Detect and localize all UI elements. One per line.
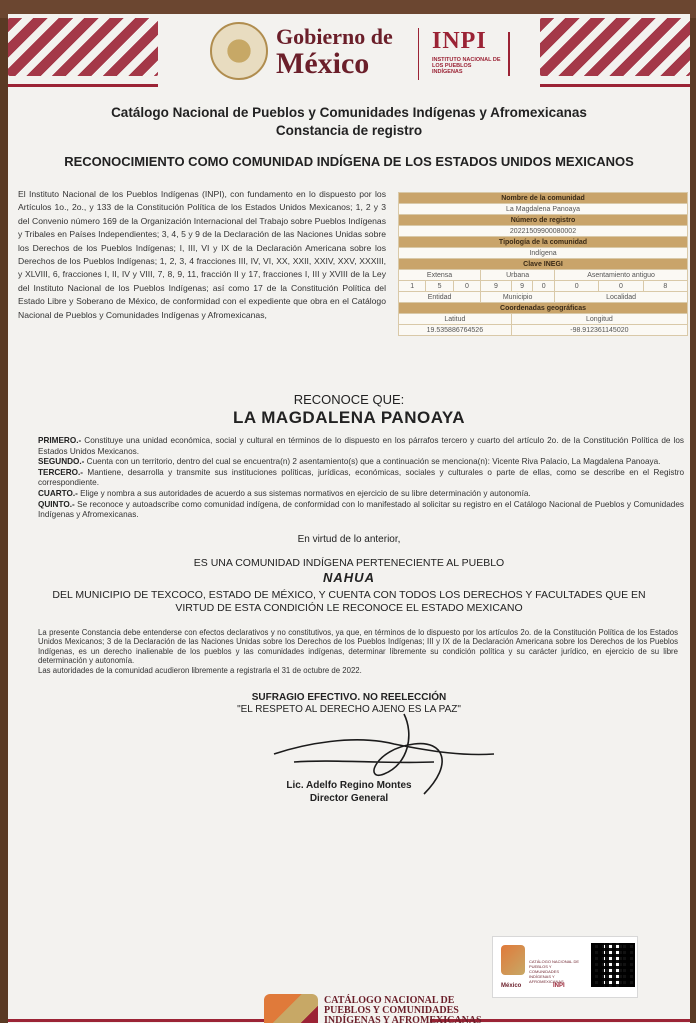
numero-value: 20221509900080002: [399, 226, 688, 237]
catalog-logo-icon: [501, 945, 525, 975]
inpi-logo: [432, 28, 502, 75]
gobierno-logo: [276, 24, 393, 78]
qr-label: CATÁLOGO NACIONAL DE PUEBLOS Y COMUNIDADES INDÍGENAS Y AFROMEXICANAS: [529, 959, 580, 984]
constancia-title: Constancia de registro: [275, 123, 423, 138]
point-label: CUARTO.-: [38, 488, 78, 498]
signer-name: Lic. Adelfo Regino Montes: [286, 780, 412, 791]
document-title: [8, 104, 690, 140]
clave-localidad: Localidad: [555, 292, 688, 303]
tipologia-value: Indígena: [399, 248, 688, 259]
clave-digit: 9: [481, 281, 512, 292]
gobierno-line2: México: [276, 47, 370, 80]
respeto-text: "EL RESPETO AL DERECHO AJENO ES LA PAZ": [237, 704, 461, 715]
point-item: [38, 457, 684, 468]
sufragio-text: SUFRAGIO EFECTIVO. NO REELECCIÓN: [251, 692, 447, 703]
intro-paragraph: El Instituto Nacional de los Pueblos Indígenas (INPI), con fundamento en lo dispuesto por los Artículos 1o., 2o., y 133 de la Constitución Política de los Estados Unidos Mexicanos; 1, 2 y 3 del Convenio número 169 de la Organización Internacional del Trabajo sobre Pueblos Indígenas y Tribales en Países Independientes; 3, 4, 5 y 9 de la Declaración de las Naciones Unidas sobre los Derechos de los Pueblos Indígenas; I, III, VI y IX de la Declaración Americana sobre los Derechos de los Pueblos Indígenas; 1, 2, 3, 4 fracciones III, IV, VI, XX, XXII, XXIV, XXV, XXXIII, y XLVIII, 6, fracciones I, II, IV y VIII, 7, 8, 9, 11, fracción II y 17, fracciones I, III y XVIII de la Ley del Instituto Nacional de los Pueblos Indígenas; así como 17 de la Constitución Política del Estado Libre y Soberano de México, de conformidad con el expediente que obra en el Catálogo Nacional de Pueblos y Comunidades Indígenas y Afromexicanas,: [18, 189, 386, 320]
clave-municipio: Municipio: [481, 292, 555, 303]
point-label: PRIMERO.-: [38, 436, 82, 445]
clave-digit: 1: [399, 281, 426, 292]
reconoce-heading: RECONOCE QUE:: [293, 392, 405, 407]
nombre-label: Nombre de la comunidad: [399, 193, 688, 204]
document: [8, 14, 690, 1023]
qr-gob-logo: México: [501, 983, 522, 989]
point-item: [38, 436, 684, 457]
header: [8, 14, 690, 94]
legal-paragraph: [38, 628, 678, 675]
point-item: [38, 468, 684, 489]
tipo-urbana: Urbana: [481, 270, 555, 281]
point-item: [38, 489, 684, 500]
footer-line2: PUEBLOS Y COMUNIDADES: [324, 1005, 459, 1016]
footer-catalog-icon: [264, 994, 318, 1023]
footer-line3: INDÍGENAS Y AFROMEXICANAS: [324, 1015, 482, 1023]
qr-stamp: [492, 936, 638, 998]
clave-digit: 0: [599, 281, 643, 292]
logo-separator: [418, 28, 419, 80]
tipo-extensa: Extensa: [399, 270, 481, 281]
longitud-value: -98.912361145020: [511, 325, 687, 336]
municipio-text: DEL MUNICIPIO DE TEXCOCO, ESTADO DE MÉXICO, Y CUENTA CON TODOS LOS DERECHOS Y FACULTADES QUE EN VIRTUD DE ESTA CONDICIÓN LE RECONOCE EL ESTADO MEXICANO: [52, 589, 646, 614]
point-item: [38, 500, 684, 521]
numero-label: Número de registro: [399, 215, 688, 226]
footer-catalog-text: [324, 996, 482, 1023]
point-label: SEGUNDO.-: [38, 457, 85, 467]
point-text: Se reconoce y autoadscribe como comunidad indígena, de conformidad con lo manifestado al solicitar su registro en el Catálogo Nacional de Pueblos y Comunidades Indígenas y Afromexicanas.: [38, 499, 684, 520]
decorative-line-right: [540, 84, 690, 87]
clave-entidad: Entidad: [399, 292, 481, 303]
reconocimiento-heading: RECONOCIMIENTO COMO COMUNIDAD INDÍGENA DE LOS ESTADOS UNIDOS MEXICANOS: [64, 154, 634, 169]
point-text: Mantiene, desarrolla y transmite sus instituciones políticas, jurídicas, económicas, sociales y culturales o parte de ellas, como se describe en el Registro correspondiente.: [38, 467, 684, 488]
clave-digit: 0: [533, 281, 555, 292]
point-text: Constituye una unidad económica, social y cultural en términos de lo dispuesto en los párrafos tercero y cuarto del artículo 2o. de la Constitución Política de los Estados Unidos Mexicanos.: [38, 436, 684, 456]
qr-code-icon: [591, 943, 635, 987]
clave-label: Clave INEGI: [399, 259, 688, 270]
qr-inpi-logo: INPI: [553, 983, 565, 989]
legal-date-text: Las autoridades de la comunidad acudieron libremente a registrarla el 31 de octubre de 2022.: [38, 665, 362, 675]
legal-text: La presente Constancia debe entenderse con efectos declarativos y no constitutivos, ya que, en términos de lo dispuesto por los artículos 2o. de la Constitución Política de los Estados Unidos Mexicanos; 3 de la Declaración de las Naciones Unidas sobre los Derechos de los Pueblos Indígenas; III y IX de la Declaración Americana sobre los Derechos de los Pueblos Indígenas, es un derecho inalienable de los pueblos y las comunidades indígenas, determinar libremente su condición política y su carácter jurídico, en ejercicio de su libre determinación y autonomía.: [38, 628, 678, 666]
clave-digit: 0: [555, 281, 599, 292]
registro-table: [398, 192, 688, 336]
es-una-text: ES UNA COMUNIDAD INDÍGENA PERTENECIENTE AL PUEBLO: [193, 557, 505, 569]
tipo-asentamiento: Asentamiento antiguo: [555, 270, 688, 281]
footer-line-left: [8, 1019, 268, 1022]
tipologia-label: Tipología de la comunidad: [399, 237, 688, 248]
pueblo-name: NAHUA: [323, 570, 375, 585]
virtud-text: En virtud de lo anterior,: [297, 534, 401, 545]
decorative-pattern-left: [8, 18, 158, 76]
decorative-line-left: [8, 84, 158, 87]
community-name: LA MAGDALENA PANOAYA: [233, 408, 465, 427]
footer-line1: CATÁLOGO NACIONAL DE: [324, 995, 455, 1006]
inpi-title: INPI: [432, 28, 487, 54]
point-text: Cuenta con un territorio, dentro del cual se encuentra(n) 2 asentamiento(s) que a continuación se menciona(n): Vicente Riva Palacio, La Magdalena Panoaya.: [84, 457, 661, 467]
point-label: TERCERO.-: [38, 467, 84, 477]
point-text: Elige y nombra a sus autoridades de acuerdo a sus sistemas normativos en ejercicio de su libre determinación y autonomía.: [77, 488, 531, 498]
point-label: QUINTO.-: [38, 499, 75, 509]
inpi-subtitle: INSTITUTO NACIONAL DE LOS PUEBLOS INDÍGENAS: [432, 57, 501, 75]
catalogo-title: Catálogo Nacional de Pueblos y Comunidades Indígenas y Afromexicanas: [111, 105, 587, 120]
clave-digit: 9: [511, 281, 533, 292]
points-list: [38, 436, 684, 521]
clave-digit: 8: [643, 281, 687, 292]
latitud-value: 19.535886764526: [399, 325, 512, 336]
coord-label: Coordenadas geográficas: [399, 303, 688, 314]
latitud-label: Latitud: [399, 314, 512, 325]
national-seal-icon: [210, 22, 268, 80]
longitud-label: Longitud: [511, 314, 687, 325]
inpi-plant-icon: [508, 32, 520, 76]
clave-digit: 5: [426, 281, 453, 292]
decorative-pattern-right: [540, 18, 690, 76]
gobierno-line1: Gobierno de: [276, 24, 393, 49]
clave-digit: 0: [453, 281, 480, 292]
signer-position: Director General: [309, 793, 389, 804]
nombre-value: La Magdalena Panoaya: [399, 204, 688, 215]
